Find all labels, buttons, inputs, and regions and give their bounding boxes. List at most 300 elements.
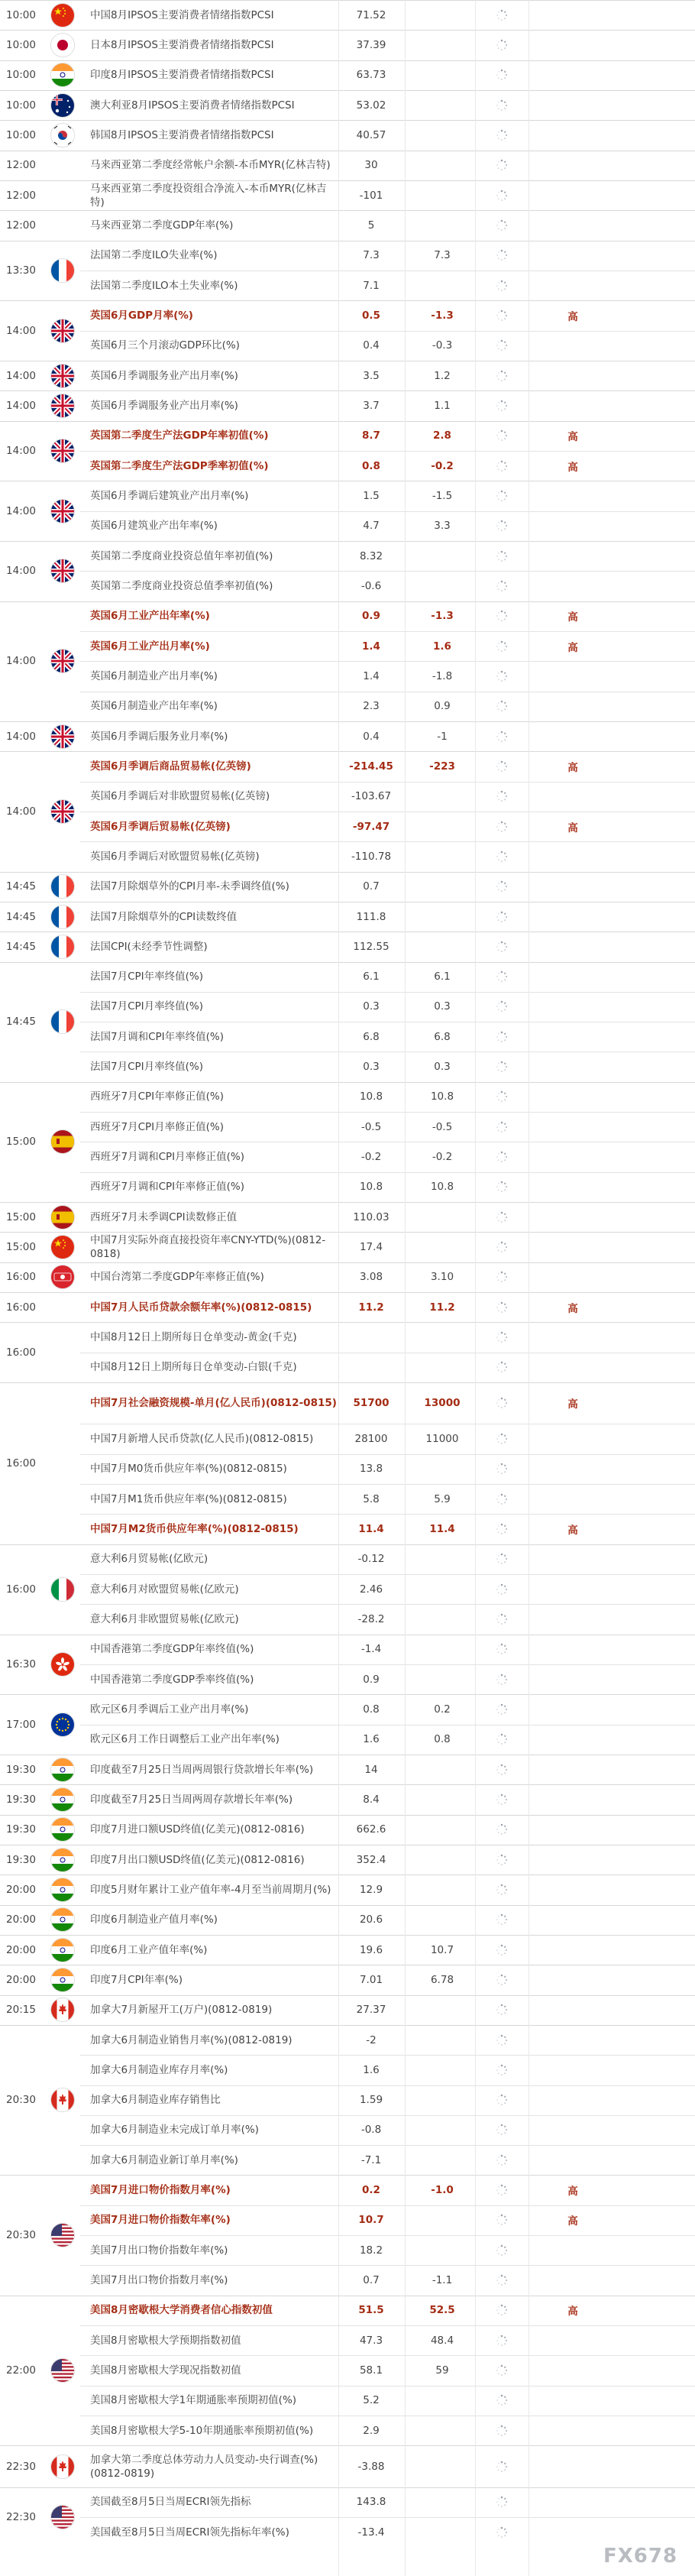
forecast-value: -1 <box>437 730 448 743</box>
event-name: 西班牙7月CPI月率修正值(%) <box>90 1120 224 1133</box>
forecast-value: 1.2 <box>434 369 451 382</box>
event-name: 法国CPI(未经季节性调整) <box>90 940 208 953</box>
event-row[interactable] <box>0 2055 695 2085</box>
previous-value: 1.59 <box>359 2094 383 2107</box>
event-name: 法国7月CPI年率终值(%) <box>90 970 203 983</box>
event-row[interactable] <box>0 1262 695 1292</box>
importance-level <box>535 2235 611 2265</box>
actual-loading-icon <box>475 1142 529 1171</box>
forecast-value: 6.78 <box>430 1973 454 1986</box>
event-row[interactable] <box>0 1051 695 1081</box>
event-row[interactable] <box>0 421 695 451</box>
event-row[interactable] <box>0 2235 695 2265</box>
event-name: 法国7月CPI月率终值(%) <box>90 1061 203 1074</box>
importance-level <box>535 1454 611 1484</box>
event-row[interactable] <box>0 271 695 300</box>
importance-level <box>535 1484 611 1514</box>
previous-value: 8.7 <box>362 429 380 442</box>
forecast-value <box>412 120 472 150</box>
event-row[interactable] <box>0 390 695 420</box>
forecast-value <box>412 1815 472 1845</box>
event-name: 中国7月M2货币供应年率(%)(0812-0815) <box>90 1522 299 1535</box>
actual-loading-icon <box>475 1292 529 1322</box>
event-row[interactable] <box>0 2145 695 2175</box>
previous-value: 3.7 <box>363 399 380 412</box>
event-row[interactable] <box>0 1725 695 1755</box>
event-row[interactable] <box>0 661 695 691</box>
forecast-value: -223 <box>429 760 455 773</box>
event-time: 14:00 <box>6 324 36 337</box>
importance-level <box>535 571 611 601</box>
forecast-value <box>412 180 472 210</box>
forecast-value <box>412 782 472 812</box>
event-row[interactable] <box>0 902 695 932</box>
event-row[interactable] <box>0 1382 695 1424</box>
previous-value: 11.2 <box>358 1301 384 1314</box>
event-row[interactable] <box>0 1424 695 1453</box>
importance-level <box>535 1784 611 1814</box>
forecast-value: 0.3 <box>434 1061 451 1074</box>
importance-level: 高 <box>567 461 578 474</box>
event-row[interactable] <box>0 1965 695 1994</box>
importance-level <box>535 2386 611 2416</box>
forecast-value <box>412 2205 472 2235</box>
forecast-value <box>412 1574 472 1604</box>
previous-value: 1.5 <box>363 489 380 502</box>
actual-loading-icon <box>475 390 529 420</box>
previous-value <box>344 1322 399 1352</box>
actual-loading-icon <box>475 661 529 691</box>
event-row[interactable] <box>0 331 695 361</box>
previous-value: 47.3 <box>359 2334 383 2347</box>
event-row[interactable] <box>0 30 695 60</box>
event-row[interactable] <box>0 90 695 120</box>
event-time: 14:45 <box>6 910 36 923</box>
event-row[interactable] <box>0 1635 695 1664</box>
actual-loading-icon <box>475 30 529 60</box>
event-time: 12:00 <box>6 219 36 232</box>
forecast-value <box>412 1322 472 1352</box>
forecast-value <box>412 841 472 871</box>
event-name: 中国7月M1货币供应年率(%)(0812-0815) <box>90 1492 287 1505</box>
event-name: 法国第二季度ILO本土失业率(%) <box>90 279 238 292</box>
actual-loading-icon <box>475 1604 529 1634</box>
event-name: 美国8月密歇根大学消费者信心指数初值 <box>90 2304 273 2317</box>
event-name: 英国6月制造业产出月率(%) <box>90 669 218 682</box>
event-name: 中国台湾第二季度GDP年率修正值(%) <box>90 1271 264 1284</box>
previous-value: 8.32 <box>359 549 383 562</box>
event-row[interactable] <box>0 1454 695 1484</box>
event-row[interactable] <box>0 1694 695 1724</box>
event-name: 英国6月工业产出年率(%) <box>90 610 210 623</box>
event-name: 美国截至8月5日当周ECRI领先指标年率(%) <box>90 2526 289 2539</box>
event-row[interactable] <box>0 1815 695 1845</box>
event-name: 马来西亚第二季度GDP年率(%) <box>90 219 234 232</box>
event-row[interactable] <box>0 2386 695 2416</box>
event-row[interactable] <box>0 1845 695 1874</box>
previous-value: 0.7 <box>363 880 380 893</box>
previous-value: 0.9 <box>363 1673 380 1686</box>
forecast-value: 59 <box>435 2364 449 2377</box>
event-row[interactable] <box>0 2205 695 2235</box>
event-time: 16:00 <box>6 1583 36 1596</box>
event-row[interactable] <box>0 872 695 902</box>
event-time: 20:00 <box>6 1883 36 1896</box>
forecast-value <box>412 1995 472 2025</box>
previous-value: 0.4 <box>363 339 380 352</box>
forecast-value <box>412 1784 472 1814</box>
event-name: 英国6月建筑业产出年率(%) <box>90 520 218 533</box>
event-row[interactable] <box>0 1664 695 1694</box>
event-time: 14:45 <box>6 880 36 893</box>
forecast-value: 7.3 <box>434 249 451 262</box>
previous-value: 6.1 <box>363 970 380 983</box>
event-row[interactable] <box>0 932 695 961</box>
event-name: 印度截至7月25日当周两周银行贷款增长年率(%) <box>90 1763 314 1776</box>
event-time: 14:45 <box>6 1016 36 1029</box>
actual-loading-icon <box>475 120 529 150</box>
importance-level <box>535 1051 611 1081</box>
previous-value: 53.02 <box>356 99 386 112</box>
event-row[interactable] <box>0 721 695 751</box>
forecast-value <box>412 1635 472 1664</box>
forecast-value: -1.3 <box>431 610 454 623</box>
importance-level: 高 <box>567 2215 578 2228</box>
previous-value: -13.4 <box>357 2526 385 2539</box>
event-row[interactable] <box>0 1353 695 1382</box>
forecast-value <box>412 1232 472 1262</box>
importance-level <box>535 1082 611 1112</box>
forecast-value <box>412 2416 472 2445</box>
event-row[interactable] <box>0 1484 695 1514</box>
event-row[interactable] <box>0 571 695 601</box>
importance-level <box>535 1544 611 1574</box>
event-name: 美国截至8月5日当周ECRI领先指标 <box>90 2496 251 2509</box>
event-time: 14:00 <box>6 399 36 412</box>
event-row[interactable] <box>0 481 695 510</box>
event-row[interactable] <box>0 1544 695 1574</box>
event-time: 19:30 <box>6 1853 36 1866</box>
event-row[interactable] <box>0 812 695 841</box>
actual-loading-icon <box>475 60 529 90</box>
importance-level <box>535 2265 611 2295</box>
forecast-value: 6.8 <box>434 1030 451 1043</box>
actual-loading-icon <box>475 541 529 571</box>
forecast-value: 6.1 <box>434 970 451 983</box>
event-name: 马来西亚第二季度经常帐户余额-本币MYR(亿林吉特) <box>90 159 331 172</box>
event-name: 中国8月12日上期所每日仓单变动-黄金(千克) <box>90 1331 297 1344</box>
event-row[interactable] <box>0 751 695 781</box>
event-time: 16:00 <box>6 1346 36 1359</box>
event-row[interactable] <box>0 992 695 1022</box>
forecast-value <box>412 1544 472 1574</box>
event-name: 意大利6月对欧盟贸易帐(亿欧元) <box>90 1583 239 1596</box>
event-name: 意大利6月非欧盟贸易帐(亿欧元) <box>90 1612 239 1625</box>
importance-level <box>535 1845 611 1874</box>
importance-level <box>535 782 611 812</box>
event-time: 17:00 <box>6 1718 36 1731</box>
event-row[interactable] <box>0 1604 695 1634</box>
event-time: 14:00 <box>6 805 36 818</box>
importance-level <box>535 2325 611 2355</box>
event-name: 加拿大6月制造业销售月率(%)(0812-0819) <box>90 2033 293 2046</box>
actual-loading-icon <box>475 2296 529 2325</box>
event-row[interactable] <box>0 151 695 180</box>
event-time: 20:00 <box>6 1973 36 1986</box>
actual-loading-icon <box>475 2416 529 2445</box>
previous-value: -1.4 <box>360 1643 382 1656</box>
importance-level: 高 <box>567 1398 578 1411</box>
event-name: 中国7月新增人民币贷款(亿人民币)(0812-0815) <box>90 1432 314 1445</box>
actual-loading-icon <box>475 1353 529 1382</box>
event-row[interactable] <box>0 2355 695 2385</box>
event-row[interactable] <box>0 2115 695 2145</box>
previous-value: 1.6 <box>363 1733 380 1746</box>
actual-loading-icon <box>475 331 529 361</box>
importance-level <box>535 241 611 271</box>
event-row[interactable] <box>0 541 695 571</box>
event-name: 英国6月季调后建筑业产出月率(%) <box>90 489 249 502</box>
forecast-value <box>412 2145 472 2175</box>
importance-level <box>535 992 611 1022</box>
previous-value: 143.8 <box>356 2496 386 2509</box>
previous-value: 0.2 <box>362 2184 380 2197</box>
event-row[interactable] <box>0 1322 695 1352</box>
forecast-value <box>412 60 472 90</box>
forecast-value <box>412 0 472 30</box>
event-row[interactable] <box>0 300 695 330</box>
previous-value: 11.4 <box>358 1522 384 1535</box>
actual-loading-icon <box>475 1484 529 1514</box>
event-row[interactable] <box>0 1022 695 1051</box>
importance-level <box>535 2517 611 2547</box>
event-row[interactable] <box>0 120 695 150</box>
event-row[interactable] <box>0 841 695 871</box>
event-name: 英国6月工业产出月率(%) <box>90 640 210 653</box>
previous-value: -2 <box>366 2033 377 2046</box>
event-row[interactable] <box>0 1995 695 2025</box>
event-row[interactable] <box>0 1784 695 1814</box>
event-time: 10:00 <box>6 128 36 141</box>
event-row[interactable] <box>0 241 695 271</box>
actual-loading-icon <box>475 241 529 271</box>
event-name: 印度7月CPI年率(%) <box>90 1973 183 1986</box>
event-name: 加拿大6月制造业库存销售比 <box>90 2094 221 2107</box>
event-row[interactable] <box>0 210 695 240</box>
event-name: 马来西亚第二季度投资组合净流入-本币MYR(亿林吉特) <box>90 182 327 209</box>
event-row[interactable] <box>0 1172 695 1202</box>
forecast-value: -1.8 <box>432 669 453 682</box>
event-time: 20:00 <box>6 1943 36 1956</box>
previous-value <box>344 1353 399 1382</box>
forecast-value <box>412 1353 472 1382</box>
previous-value: 30 <box>364 159 378 172</box>
event-row[interactable] <box>0 2296 695 2325</box>
event-row[interactable] <box>0 2416 695 2445</box>
forecast-value <box>412 2386 472 2416</box>
forecast-value <box>412 1845 472 1874</box>
event-row[interactable] <box>0 1292 695 1322</box>
event-row[interactable] <box>0 451 695 481</box>
actual-loading-icon <box>475 1172 529 1202</box>
event-row[interactable] <box>0 1935 695 1965</box>
forecast-value: 10.7 <box>430 1943 454 1956</box>
previous-value: 14 <box>364 1763 378 1776</box>
forecast-value <box>412 1905 472 1935</box>
column-divider <box>475 0 476 2576</box>
event-row[interactable] <box>0 180 695 210</box>
actual-loading-icon <box>475 2386 529 2416</box>
importance-level <box>535 1322 611 1352</box>
event-row[interactable] <box>0 782 695 812</box>
watermark-logo: FX678 <box>603 2545 678 2568</box>
forecast-value: -0.2 <box>432 1151 453 1164</box>
previous-value: 0.8 <box>362 459 380 472</box>
event-name: 美国7月进口物价指数年率(%) <box>90 2214 231 2227</box>
event-name: 美国8月密歇根大学预期指数初值 <box>90 2334 241 2347</box>
actual-loading-icon <box>475 1232 529 1262</box>
previous-value: -3.88 <box>357 2460 385 2473</box>
forecast-value <box>412 902 472 932</box>
previous-value: -0.6 <box>360 579 382 592</box>
event-name: 加拿大7月新屋开工(万户)(0812-0819) <box>90 2004 273 2017</box>
forecast-value: 5.9 <box>434 1492 451 1505</box>
previous-value: 5 <box>367 219 375 232</box>
event-name: 英国6月季调后商品贸易帐(亿英镑) <box>90 760 251 773</box>
forecast-value: -0.2 <box>431 459 454 472</box>
event-row[interactable] <box>0 1202 695 1232</box>
importance-level <box>535 1664 611 1694</box>
event-row[interactable] <box>0 0 695 30</box>
actual-loading-icon <box>475 1112 529 1142</box>
importance-level <box>535 1635 611 1664</box>
event-row[interactable] <box>0 1142 695 1171</box>
forecast-value: 0.8 <box>434 1733 451 1746</box>
event-row[interactable] <box>0 1514 695 1544</box>
event-row[interactable] <box>0 2025 695 2055</box>
actual-loading-icon <box>475 1051 529 1081</box>
previous-value: 5.8 <box>363 1492 380 1505</box>
forecast-value <box>412 1604 472 1634</box>
importance-level: 高 <box>567 611 578 624</box>
forecast-value <box>412 30 472 60</box>
event-name: 中国7月M0货币供应年率(%)(0812-0815) <box>90 1463 287 1476</box>
previous-value: 0.9 <box>362 610 380 623</box>
event-row[interactable] <box>0 1874 695 1904</box>
previous-value: -110.78 <box>351 850 392 863</box>
actual-loading-icon <box>475 1262 529 1292</box>
actual-loading-icon <box>475 1784 529 1814</box>
importance-level <box>535 932 611 961</box>
event-name: 英国6月制造业产出年率(%) <box>90 700 218 713</box>
actual-loading-icon <box>475 2025 529 2055</box>
actual-loading-icon <box>475 421 529 451</box>
event-row[interactable] <box>0 2517 695 2547</box>
event-row[interactable] <box>0 60 695 90</box>
previous-value: 1.4 <box>362 640 380 653</box>
importance-level <box>535 1022 611 1051</box>
event-name: 印度6月制造业产值月率(%) <box>90 1913 218 1926</box>
event-row[interactable] <box>0 1755 695 1784</box>
actual-loading-icon <box>475 721 529 751</box>
actual-loading-icon <box>475 1935 529 1965</box>
event-row[interactable] <box>0 2487 695 2517</box>
importance-level: 高 <box>567 2305 578 2318</box>
event-row[interactable] <box>0 601 695 631</box>
event-name: 西班牙7月未季调CPI读数修正值 <box>90 1210 238 1223</box>
previous-value: -28.2 <box>357 1612 385 1625</box>
previous-value: 40.57 <box>356 128 386 141</box>
event-time: 16:00 <box>6 1456 36 1469</box>
event-row[interactable] <box>0 511 695 541</box>
event-name: 西班牙7月CPI年率修正值(%) <box>90 1090 224 1103</box>
event-name: 英国第二季度商业投资总值季率初值(%) <box>90 579 273 592</box>
previous-value: 3.5 <box>363 369 380 382</box>
event-row[interactable] <box>0 2085 695 2115</box>
previous-value: 352.4 <box>356 1853 386 1866</box>
event-name: 印度7月进口额USD终值(亿美元)(0812-0816) <box>90 1823 305 1836</box>
forecast-value: 10.8 <box>430 1181 454 1194</box>
actual-loading-icon <box>475 2265 529 2295</box>
event-row[interactable] <box>0 1112 695 1142</box>
event-time: 19:30 <box>6 1793 36 1806</box>
previous-value: 662.6 <box>356 1823 386 1836</box>
event-row[interactable] <box>0 962 695 992</box>
forecast-value: 48.4 <box>430 2334 454 2347</box>
previous-value: 2.46 <box>359 1583 383 1596</box>
actual-loading-icon <box>475 2055 529 2085</box>
forecast-value <box>412 541 472 571</box>
forecast-value <box>412 2445 472 2487</box>
event-name: 法国第二季度ILO失业率(%) <box>90 249 218 262</box>
event-row[interactable] <box>0 1574 695 1604</box>
previous-value: 3.08 <box>359 1271 383 1284</box>
actual-loading-icon <box>475 1755 529 1784</box>
importance-level <box>535 2416 611 2445</box>
event-name: 欧元区6月季调后工业产出月率(%) <box>90 1703 249 1716</box>
event-row[interactable] <box>0 1232 695 1262</box>
event-name: 西班牙7月调和CPI年率修正值(%) <box>90 1181 244 1194</box>
actual-loading-icon <box>475 841 529 871</box>
event-row[interactable] <box>0 2445 695 2487</box>
event-row[interactable] <box>0 1905 695 1935</box>
event-name: 韩国8月IPSOS主要消费者情绪指数PCSI <box>90 128 274 141</box>
forecast-value <box>412 2025 472 2055</box>
actual-loading-icon <box>475 2085 529 2115</box>
event-row[interactable] <box>0 2325 695 2355</box>
actual-loading-icon <box>475 571 529 601</box>
previous-value: 0.7 <box>363 2274 380 2287</box>
event-row[interactable] <box>0 631 695 661</box>
event-row[interactable] <box>0 1082 695 1112</box>
event-row[interactable] <box>0 692 695 721</box>
event-name: 英国第二季度生产法GDP年率初值(%) <box>90 429 269 442</box>
importance-level <box>535 90 611 120</box>
actual-loading-icon <box>475 511 529 541</box>
previous-value: 0.4 <box>363 730 380 743</box>
previous-value: 7.1 <box>363 279 380 292</box>
event-row[interactable] <box>0 2175 695 2205</box>
event-name: 西班牙7月调和CPI月率修正值(%) <box>90 1151 244 1164</box>
event-row[interactable] <box>0 2265 695 2295</box>
actual-loading-icon <box>475 180 529 210</box>
previous-value: 0.3 <box>363 1000 380 1013</box>
previous-value: -0.8 <box>360 2124 382 2137</box>
event-row[interactable] <box>0 361 695 390</box>
importance-level <box>535 1142 611 1171</box>
previous-value: 2.3 <box>363 700 380 713</box>
importance-level <box>535 1604 611 1634</box>
